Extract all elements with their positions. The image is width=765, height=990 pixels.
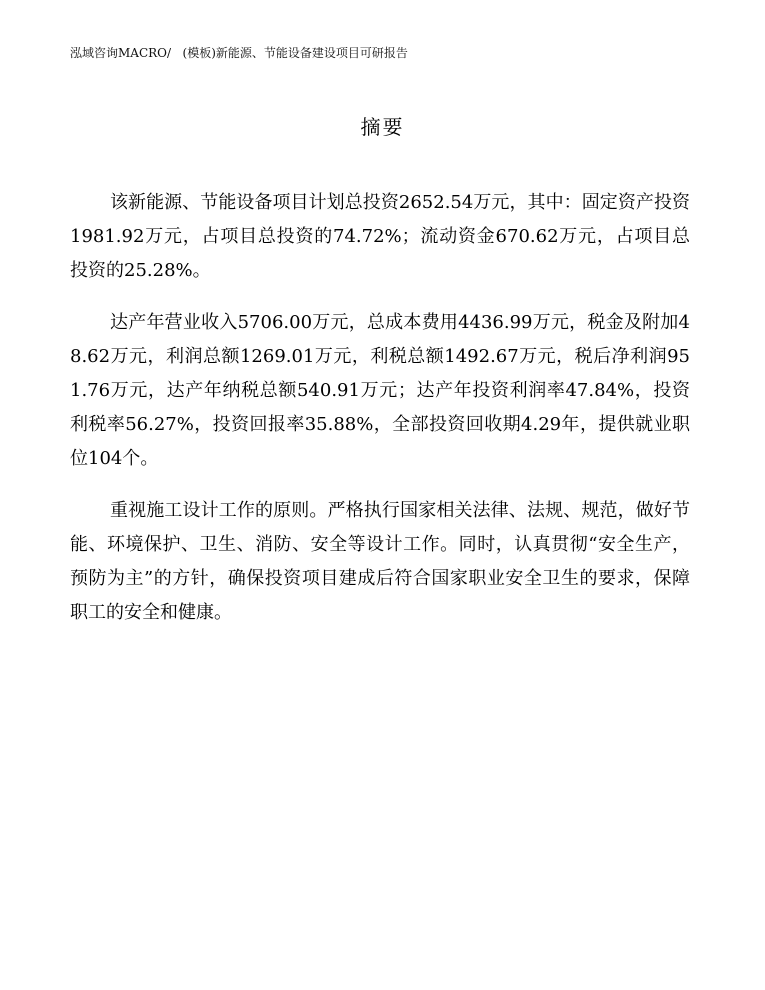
running-header xyxy=(70,44,408,62)
paragraph-investment: 该新能源、节能设备项目计划总投资2652.54万元，其中：固定资产投资1981.92万元，占项目总投资的74.72%；流动资金670.62万元，占项目总投资的25.28%。 xyxy=(70,192,690,281)
header-right: (模板)新能源、节能设备建设项目可研报告 xyxy=(182,46,408,60)
page-title: 摘要 xyxy=(360,115,405,139)
header-left: 泓域咨询MACRO/ xyxy=(70,46,172,60)
body-text xyxy=(70,186,690,648)
paragraph-design-principles: 重视施工设计工作的原则。严格执行国家相关法律、法规、规范，做好节能、环境保护、卫生、消防、安全等设计工作。同时，认真贯彻“安全生产，预防为主”的方针，确保投资项目建成后符合国家职业安全卫生的要求，保障职工的安全和健康。 xyxy=(70,500,690,623)
paragraph-financials: 达产年营业收入5706.00万元，总成本费用4436.99万元，税金及附加48.62万元，利润总额1269.01万元，利税总额1492.67万元，税后净利润951.76万元，达产年纳税总额540.91万元；达产年投资利润率47.84%，投资利税率56.27%，投资回报率35.88%，全部投资回收期4.29年，提供就业职位104个。 xyxy=(70,312,690,469)
